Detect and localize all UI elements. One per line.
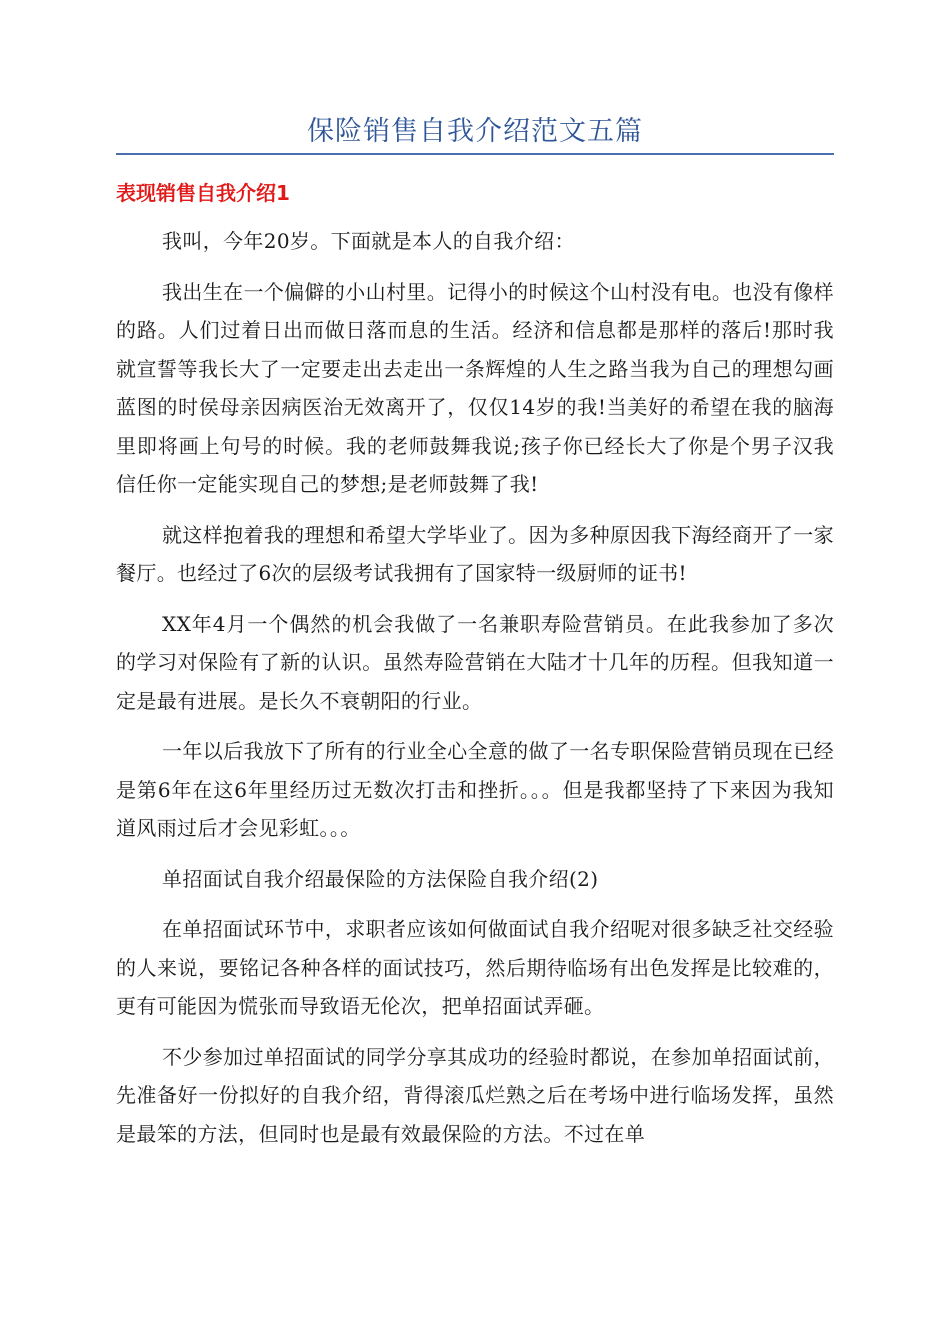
- paragraph-insurance-start: XX年4月一个偶然的机会我做了一名兼职寿险营销员。在此我参加了多次的学习对保险有了新的认识。虽然寿险营销在大陆才十几年的历程。但我知道一定是最有进展。是长久不衰朝阳的行业。: [116, 611, 834, 713]
- section-heading: 表现销售自我介绍1: [116, 181, 290, 205]
- paragraph-childhood: 我出生在一个偏僻的小山村里。记得小的时候这个山村没有电。也没有像样的路。人们过着日出而做日落而息的生活。经济和信息都是那样的落后!那时我就宣誓等我长大了一定要走出去走出一条辉煌的人生之路当我为自己的理想勾画蓝图的时侯母亲因病医治无效离开了，仅仅14岁的我!当美好的希望在我的脑海里即将画上句号的时候。我的老师鼓舞我说;孩子你已经长大了你是个男子汉我信任你一定能实现自己的梦想;是老师鼓舞了我!: [116, 279, 834, 496]
- document-title: 保险销售自我介绍范文五篇: [307, 116, 643, 147]
- document-body: [116, 222, 834, 1165]
- paragraph-full-time: 一年以后我放下了所有的行业全心全意的做了一名专职保险营销员现在已经是第6年在这6年里经历过无数次打击和挫折。。。但是我都坚持了下来因为我知道风雨过后才会见彩虹。。。: [116, 739, 834, 840]
- paragraph-subheading: 单招面试自我介绍最保险的方法保险自我介绍(2): [162, 866, 599, 891]
- paragraph-restaurant: 就这样抱着我的理想和希望大学毕业了。因为多种原因我下海经商开了一家餐厅。也经过了6次的层级考试我拥有了国家特一级厨师的证书!: [116, 522, 834, 585]
- paragraph-interview: 在单招面试环节中，求职者应该如何做面试自我介绍呢对很多缺乏社交经验的人来说，要铭记各种各样的面试技巧，然后期待临场有出色发挥是比较难的，更有可能因为慌张而导致语无伦次，把单招面试弄砸。: [116, 917, 834, 1018]
- paragraph-intro: 我叫，今年20岁。下面就是本人的自我介绍：: [162, 229, 575, 253]
- title-underline-rule: [116, 153, 834, 155]
- paragraph-experience: 不少参加过单招面试的同学分享其成功的经验时都说，在参加单招面试前，先准备好一份拟好的自我介绍，背得滚瓜烂熟之后在考场中进行临场发挥，虽然是最笨的方法，但同时也是最有效最保险的方法。不过在单: [116, 1044, 834, 1146]
